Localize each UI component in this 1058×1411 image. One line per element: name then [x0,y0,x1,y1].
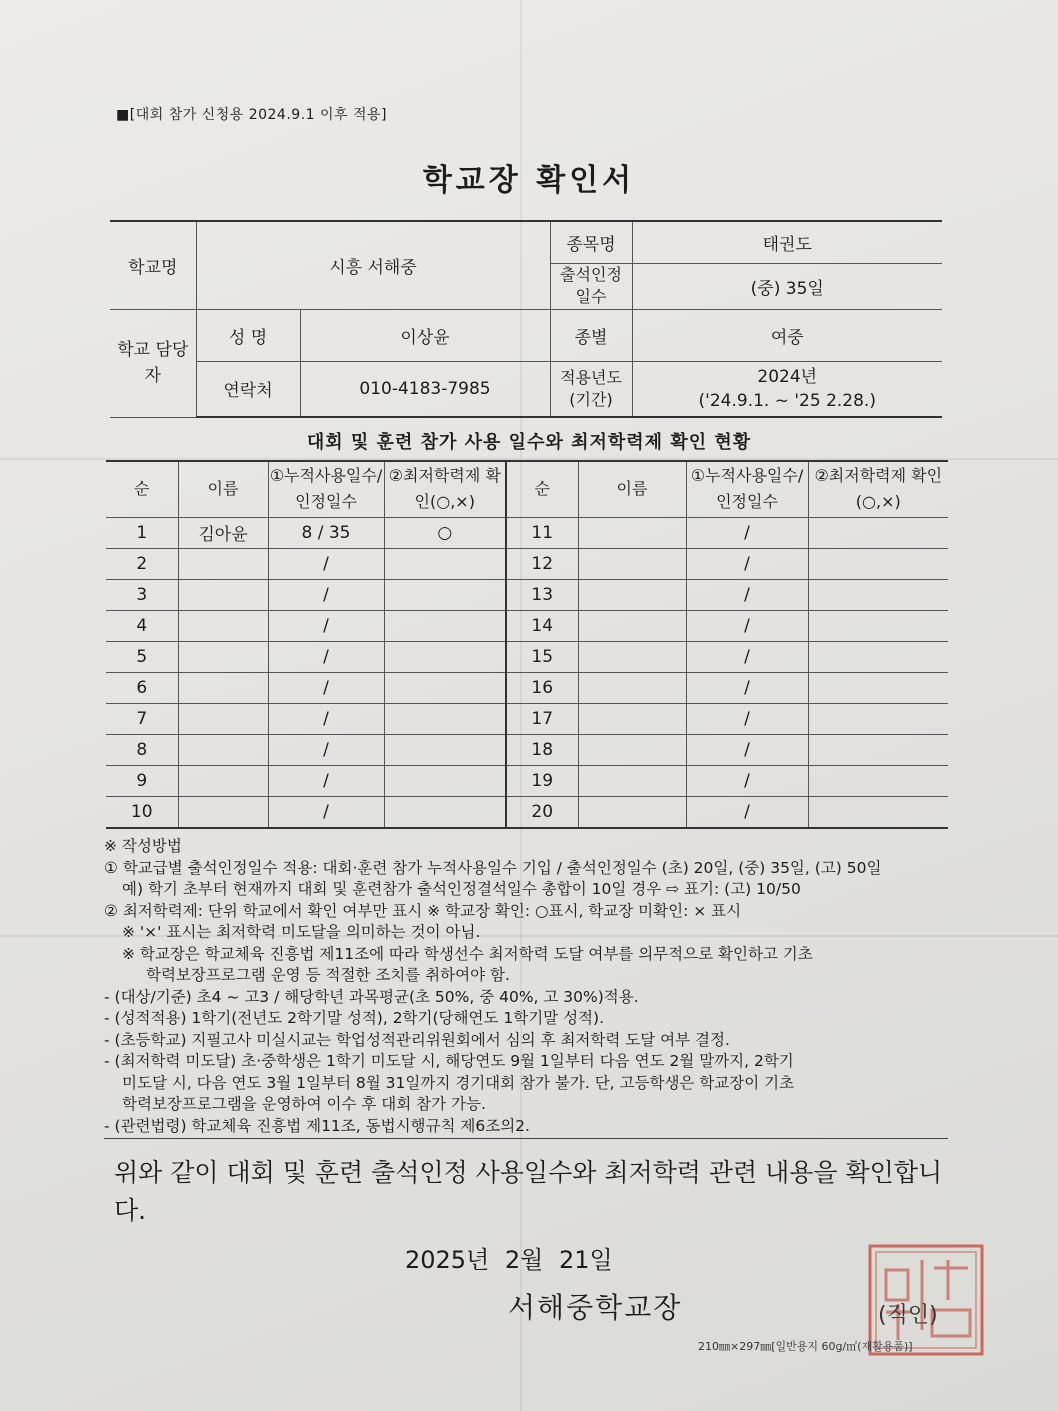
category-label: 종별 [550,309,632,361]
row-days: / [686,734,808,765]
row-academic-check [808,641,948,672]
row-academic-check [384,734,506,765]
row-academic-check [808,548,948,579]
row-academic-check [384,579,506,610]
row-academic-check [384,610,506,641]
row-number: 2 [106,548,178,579]
instruction-line: 학력보장프로그램 운영 등 적절한 조치를 취하여야 함. [146,966,510,984]
row-name [578,610,686,641]
year-label: 적용년도 (기간) [550,361,632,417]
header-academic: ②최저학력제 확인(○,×) [384,461,506,517]
row-name [178,765,268,796]
instruction-line: - (대상/기준) 초4 ~ 고3 / 해당학년 과목평균(초 50%, 중 40%, 고 30%)적용. [104,987,639,1006]
row-name [178,641,268,672]
row-days: / [268,641,384,672]
confirmation-statement: 위와 같이 대회 및 훈련 출석인정 사용일수와 최저학력 관련 내용을 확인합니다. [114,1158,943,1225]
row-academic-check [808,672,948,703]
row-days: / [268,672,384,703]
attendance-label: 출석인정 일수 [550,263,632,309]
row-number: 16 [506,672,578,703]
table-row [106,517,948,548]
table-row [106,610,948,641]
attendance-value: (중) 35일 [632,263,942,309]
row-days: 8 / 35 [268,517,384,548]
instruction-line: 미도달 시, 다음 연도 3월 1일부터 8월 31일까지 경기대회 참가 불가. 단, 고등학생은 학교장이 기초 [122,1073,795,1092]
row-number: 10 [106,796,178,828]
row-name [578,641,686,672]
instruction-line: - (성적적용) 1학기(전년도 2학기말 성적), 2학기(당해연도 1학기말 성적). [104,1009,604,1027]
row-academic-check [808,610,948,641]
row-number: 12 [506,548,578,579]
row-number: 6 [106,672,178,703]
participation-table [106,460,948,829]
row-number: 4 [106,610,178,641]
row-days: / [686,703,808,734]
row-days: / [268,734,384,765]
phone-label: 연락처 [196,361,300,417]
year-cell [632,361,942,417]
row-days: / [268,703,384,734]
instruction-line: - (최저학력 미도달) 초·중학생은 1학기 미도달 시, 해당연도 9월 1일부터 다음 연도 2월 말까지, 2학기 [104,1052,794,1070]
seal-label: (직인) [878,1303,938,1328]
row-days: / [686,517,808,548]
sport-value: 태권도 [632,221,942,263]
row-days: / [686,610,808,641]
instruction-line: - (초등학교) 지필고사 미실시교는 학업성적관리위원회에서 심의 후 최저학력 도달 여부 결정. [104,1030,730,1049]
row-number: 14 [506,610,578,641]
instruction-line: - (관련법령) 학교체육 진흥법 제11조, 동법시행규칙 제6조의2. [104,1116,530,1135]
row-academic-check [808,517,948,548]
header-name: 이름 [178,461,268,517]
row-number: 7 [106,703,178,734]
table-row [106,641,948,672]
row-name [578,579,686,610]
row-academic-check [384,672,506,703]
form-header-tag: ■[대회 참가 신청용 2024.9.1 이후 적용] [116,107,388,123]
row-academic-check [384,548,506,579]
row-academic-check: ○ [384,517,506,548]
row-name [578,703,686,734]
row-number: 11 [506,517,578,548]
header-name: 이름 [578,461,686,517]
table-row [106,765,948,796]
sport-label: 종목명 [550,221,632,263]
instruction-line: ※ 작성방법 [104,837,182,855]
row-days: / [268,796,384,828]
row-number: 1 [106,517,178,548]
row-number: 19 [506,765,578,796]
row-academic-check [384,765,506,796]
paper-spec-note: 210㎜×297㎜[일반용지 60g/㎡(재활용품)] [698,1340,913,1353]
row-days: / [686,672,808,703]
period-value: ('24.9.1. ~ '25 2.28.) [698,390,876,411]
row-name [578,734,686,765]
row-number: 13 [506,579,578,610]
instruction-line: 학력보장프로그램을 운영하여 이수 후 대회 참가 가능. [122,1095,486,1113]
row-academic-check [808,579,948,610]
row-days: / [686,796,808,828]
row-days: / [268,610,384,641]
row-name [578,765,686,796]
row-name [178,672,268,703]
row-academic-check [384,703,506,734]
table-row [106,672,948,703]
header-days: ①누적사용일수/인정일수 [686,461,808,517]
document-title: 학교장 확인서 [422,163,636,198]
issue-date: 2025년 2월 21일 [405,1246,613,1274]
table-row [106,734,948,765]
row-academic-check [808,703,948,734]
row-days: / [686,548,808,579]
row-days: / [686,579,808,610]
section-title: 대회 및 훈련 참가 사용 일수와 최저학력제 확인 현황 [306,432,752,453]
instruction-line: ② 최저학력제: 단위 학교에서 확인 여부만 표시 ※ 학교장 확인: ○표시, 학교장 미확인: × 표시 [104,901,742,920]
table-row [106,703,948,734]
row-name [178,610,268,641]
row-name [578,796,686,828]
row-number: 3 [106,579,178,610]
row-name [178,796,268,828]
row-number: 5 [106,641,178,672]
row-number: 17 [506,703,578,734]
table-row [106,548,948,579]
name-value: 이상윤 [300,309,550,361]
header-days: ①누적사용일수/인정일수 [268,461,384,517]
row-name [178,579,268,610]
signer-title: 서해중학교장 [508,1291,683,1324]
row-name [178,734,268,765]
row-name [578,548,686,579]
row-days: / [686,765,808,796]
name-label: 성 명 [196,309,300,361]
row-days: / [268,548,384,579]
row-number: 20 [506,796,578,828]
year-value: 2024년 [757,366,818,387]
row-name: 김아윤 [178,517,268,548]
header-no: 순 [106,461,178,517]
instructions [104,836,954,1137]
row-number: 18 [506,734,578,765]
row-number: 15 [506,641,578,672]
divider [104,1138,948,1139]
table-row [106,796,948,828]
row-number: 8 [106,734,178,765]
instruction-line: ※ 학교장은 학교체육 진흥법 제11조에 따라 학생선수 최저학력 도달 여부를 의무적으로 확인하고 기초 [122,944,813,963]
row-academic-check [384,796,506,828]
row-name [578,517,686,548]
category-value: 여중 [632,309,942,361]
row-days: / [268,579,384,610]
instruction-line: ※ '×' 표시는 최저학력 미도달을 의미하는 것이 아님. [122,923,481,941]
table-header-row [106,461,948,517]
instruction-line: 예) 학기 초부터 현재까지 대회 및 훈련참가 출석인정결석일수 총합이 10일 경우 ⇨ 표기: (고) 10/50 [122,880,801,898]
row-name [578,672,686,703]
row-days: / [686,641,808,672]
row-number: 9 [106,765,178,796]
table-row [106,579,948,610]
header-academic: ②최저학력제 확인(○,×) [808,461,948,517]
row-academic-check [808,765,948,796]
row-academic-check [808,734,948,765]
school-label: 학교명 [110,221,196,309]
phone-value: 010-4183-7985 [300,361,550,417]
contact-group-label: 학교 담당자 [110,309,196,417]
row-days: / [268,765,384,796]
row-name [178,703,268,734]
row-academic-check [384,641,506,672]
info-table [110,220,942,418]
instruction-line: ① 학교급별 출석인정일수 적용: 대회·훈련 참가 누적사용일수 기입 / 출석인정일수 (초) 20일, (중) 35일, (고) 50일 [104,858,882,877]
row-academic-check [808,796,948,828]
row-name [178,548,268,579]
school-value: 시흥 서해중 [196,221,550,309]
header-no: 순 [506,461,578,517]
